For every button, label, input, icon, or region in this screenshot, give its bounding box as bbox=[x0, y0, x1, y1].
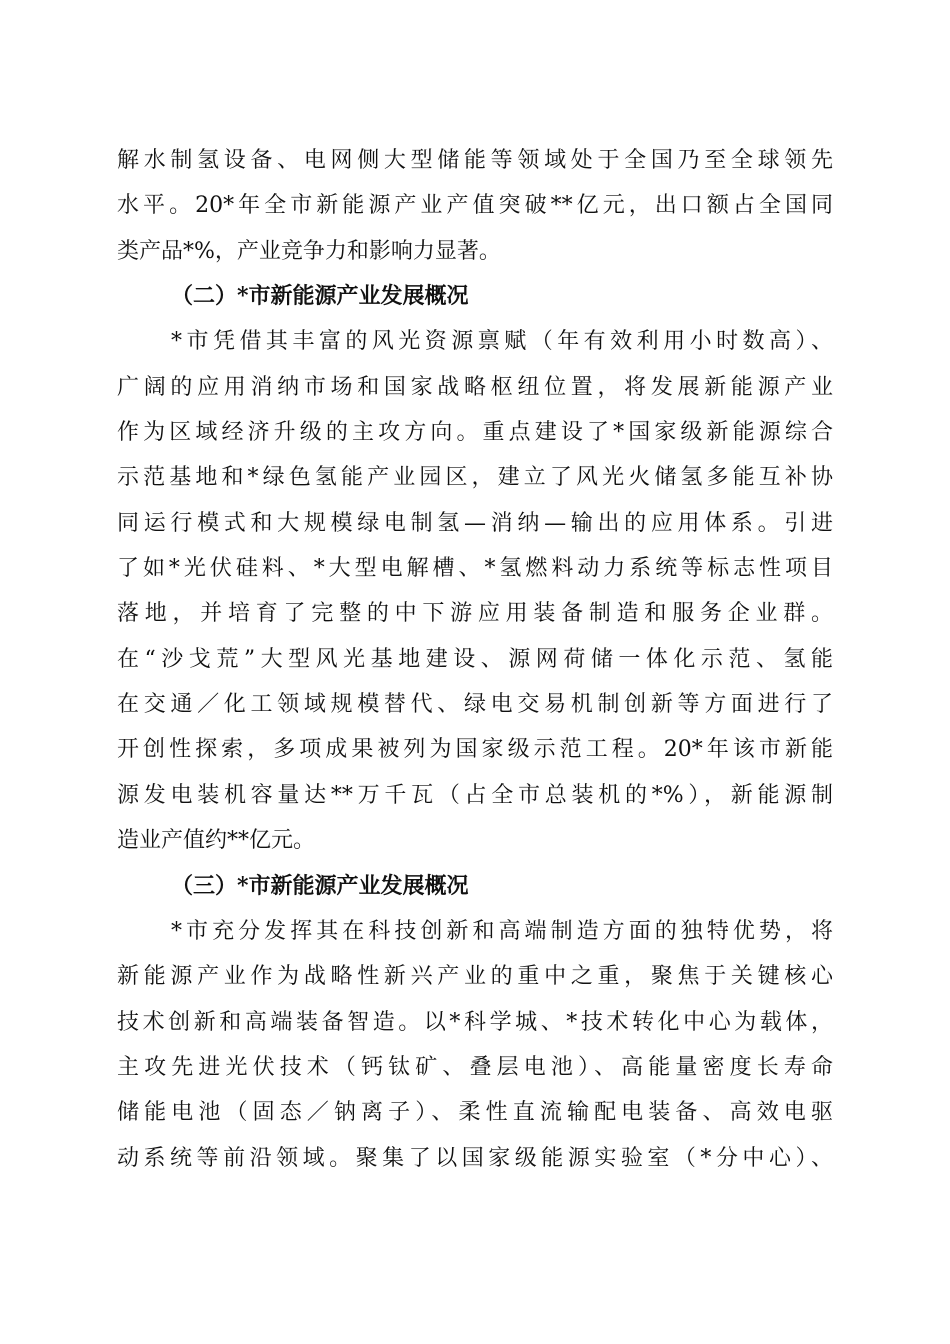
text-line: 在交通／化工领域规模替代、绿电交易机制创新等方面进行了 bbox=[117, 692, 833, 718]
paragraph-continuation bbox=[117, 138, 833, 274]
text-line: 同运行模式和大规模绿电制氢—消纳—输出的应用体系。引进 bbox=[117, 510, 833, 536]
text-line: 新能源产业作为战略性新兴产业的重中之重，聚焦于关键核心 bbox=[117, 964, 833, 990]
paragraph-section-2 bbox=[117, 319, 833, 863]
heading-text: （三）*市新能源产业发展概况 bbox=[171, 872, 469, 899]
heading-text: （二）*市新能源产业发展概况 bbox=[171, 283, 469, 310]
text-line: 主攻先进光伏技术（钙钛矿、叠层电池）、高能量密度长寿命 bbox=[117, 1054, 833, 1080]
paragraph-section-3 bbox=[117, 909, 833, 1181]
text-line: 储能电池（固态／钠离子）、柔性直流输配电装备、高效电驱 bbox=[117, 1100, 833, 1126]
text-line: 动系统等前沿领域。聚集了以国家级能源实验室（*分中心）、 bbox=[117, 1145, 833, 1171]
text-line: 源发电装机容量达**万千瓦（占全市总装机的*%），新能源制 bbox=[117, 782, 833, 808]
text-line: 开创性探索，多项成果被列为国家级示范工程。20*年该市新能 bbox=[117, 737, 833, 763]
text-line: 作为区域经济升级的主攻方向。重点建设了*国家级新能源综合 bbox=[117, 420, 833, 446]
text-line: 技术创新和高端装备智造。以*科学城、*技术转化中心为载体， bbox=[117, 1009, 833, 1035]
text-line: 造业产值约**亿元。 bbox=[117, 828, 316, 854]
text-line: 示范基地和*绿色氢能产业园区，建立了风光火储氢多能互补协 bbox=[117, 465, 833, 491]
section-heading-2 bbox=[117, 274, 833, 319]
text-line: 水平。20*年全市新能源产业产值突破**亿元，出口额占全国同 bbox=[117, 193, 833, 219]
section-heading-3 bbox=[117, 864, 833, 909]
text-line: 在“沙戈荒”大型风光基地建设、源网荷储一体化示范、氢能 bbox=[117, 646, 833, 672]
document-body bbox=[117, 138, 833, 1181]
text-line: 了如*光伏硅料、*大型电解槽、*氢燃料动力系统等标志性项目 bbox=[117, 556, 833, 582]
text-line: 落地，并培育了完整的中下游应用装备制造和服务企业群。 bbox=[117, 601, 833, 627]
text-line: 类产品*%，产业竞争力和影响力显著。 bbox=[117, 238, 501, 264]
text-line: 广阔的应用消纳市场和国家战略枢纽位置，将发展新能源产业 bbox=[117, 374, 833, 400]
text-line: *市凭借其丰富的风光资源禀赋（年有效利用小时数高）、 bbox=[171, 329, 833, 355]
text-line: *市充分发挥其在科技创新和高端制造方面的独特优势，将 bbox=[171, 918, 833, 944]
text-line: 解水制氢设备、电网侧大型储能等领域处于全国乃至全球领先 bbox=[117, 148, 833, 173]
